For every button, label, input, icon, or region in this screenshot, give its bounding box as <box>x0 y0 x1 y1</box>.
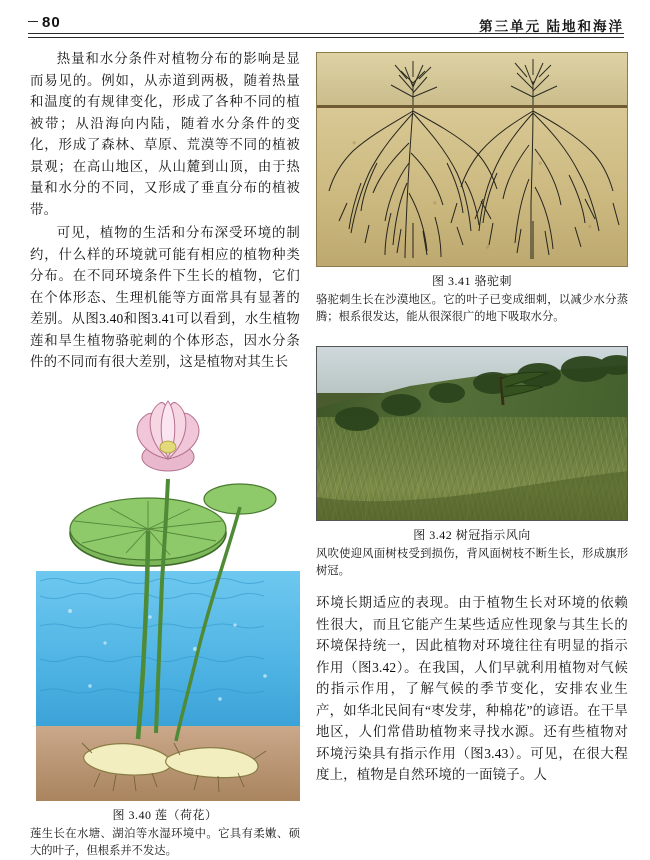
camel-thorn-illustration <box>316 52 628 267</box>
figure-tree-crown <box>316 346 628 580</box>
right-column <box>316 52 628 786</box>
paragraph-2: 可见，植物的生活和分布深受环境的制约，什么样的环境就可能有相应的植物种类分布。在不同环境条件下生长的植物，它们在个体形态、生理机能等方面常具有显著的差别。从图3.40和图3.41可以看到，水生植物莲和旱生植物骆驼刺的个体形态，因水分条件的不同而有很大差别，这是植物对其生长 <box>30 225 300 369</box>
page-header <box>28 14 624 44</box>
header-rule-bottom <box>28 37 624 38</box>
lotus-note: 莲生长在水塘、湖泊等水湿环境中。它具有柔嫩、硕大的叶子，但根系并不发达。 <box>30 827 300 857</box>
camel-thorn-caption: 图 3.41 骆驼刺 <box>431 274 512 288</box>
tree-crown-note: 风吹使迎风面树枝受到损伤，背风面树枝不断生长，形成旗形树冠。 <box>316 548 628 577</box>
camel-thorn-note: 骆驼刺生长在沙漠地区。它的叶子已变成细刺，以减少水分蒸腾；根系很发达，能从很深很广的地下吸取水分。 <box>316 294 628 323</box>
lotus-svg <box>30 381 300 801</box>
paragraph-3: 环境长期适应的表现。由于植物生长对环境的依赖性很大，而且它能产生某些适应性现象与其生长的环境保持统一，因此植物对环境往往有明显的指示作用（图3.42）。在我国，人们早就利用植物对气候的指示作用，了解气候的季节变化，安排农业生产，如华北民间有“枣发芽，种棉花”的谚语。在干旱地区，人们常借助植物来寻找水源。还有些植物对环境污染具有指示作用（图3.43）。可见，在很大程度上，植物是自然环境的一面镜子。人 <box>316 595 628 782</box>
tree-crown-svg <box>317 347 628 521</box>
header-dash <box>28 21 38 22</box>
figure-camel-thorn <box>316 52 628 326</box>
page-number: 80 <box>42 14 61 31</box>
tree-crown-caption: 图 3.42 树冠指示风向 <box>413 528 531 542</box>
header-rule-top <box>28 33 624 34</box>
paragraph-1: 热量和水分条件对植物分布的影响是显而易见的。例如，从赤道到两极，随着热量和温度的有规律变化，形成了各种不同的植被带；从沿海向内陆，随着水分条件的变化，形成了森林、草原、荒漠等不同的植被景观；在高山地区，从山麓到山顶，由于热量和水分的不同，又形成了垂直分布的植被带。 <box>30 51 300 217</box>
left-column <box>30 48 300 860</box>
lotus-rhizome <box>82 743 266 792</box>
unit-title: 第三单元 陆地和海洋 <box>479 19 624 34</box>
lotus-illustration <box>30 381 300 801</box>
figure-lotus <box>30 381 300 860</box>
camel-thorn-svg <box>317 53 628 267</box>
tree-crown-photo <box>316 346 628 521</box>
lotus-caption: 图 3.40 莲（荷花） <box>112 807 218 822</box>
